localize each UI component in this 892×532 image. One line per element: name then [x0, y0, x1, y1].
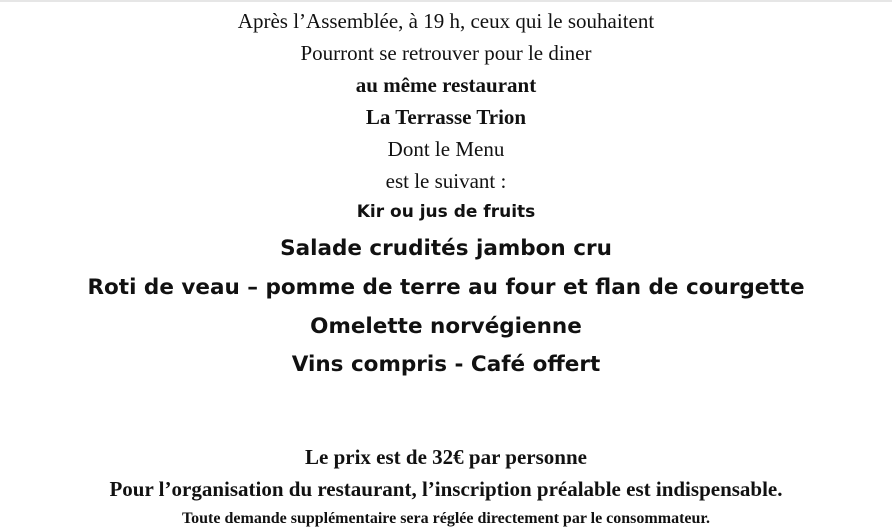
intro-line-following: est le suivant :	[385, 169, 507, 193]
price-line: Le prix est de 32€ par personne	[305, 445, 587, 469]
menu-item-main-course: Roti de veau – pomme de terre au four et flan de courgette	[87, 275, 805, 300]
menu-item-dessert: Omelette norvégienne	[310, 314, 582, 339]
restaurant-name: La Terrasse Trion	[365, 105, 527, 129]
extra-requests-note: Toute demande supplémentaire sera réglée directement par le consommateur.	[181, 510, 711, 527]
menu-item-aperitif: Kir ou jus de fruits	[356, 202, 536, 222]
registration-line: Pour l’organisation du restaurant, l’inscription préalable est indispensable.	[109, 477, 783, 501]
menu-item-drinks: Vins compris - Café offert	[291, 352, 601, 377]
intro-line-dinner: Pourront se retrouver pour le diner	[300, 41, 592, 65]
intro-line-same-restaurant: au même restaurant	[355, 73, 537, 97]
intro-line-menu: Dont le Menu	[387, 137, 505, 161]
intro-line-after-assembly: Après l’Assemblée, à 19 h, ceux qui le souhaitent	[237, 9, 655, 33]
menu-item-entree: Salade crudités jambon cru	[280, 236, 612, 261]
